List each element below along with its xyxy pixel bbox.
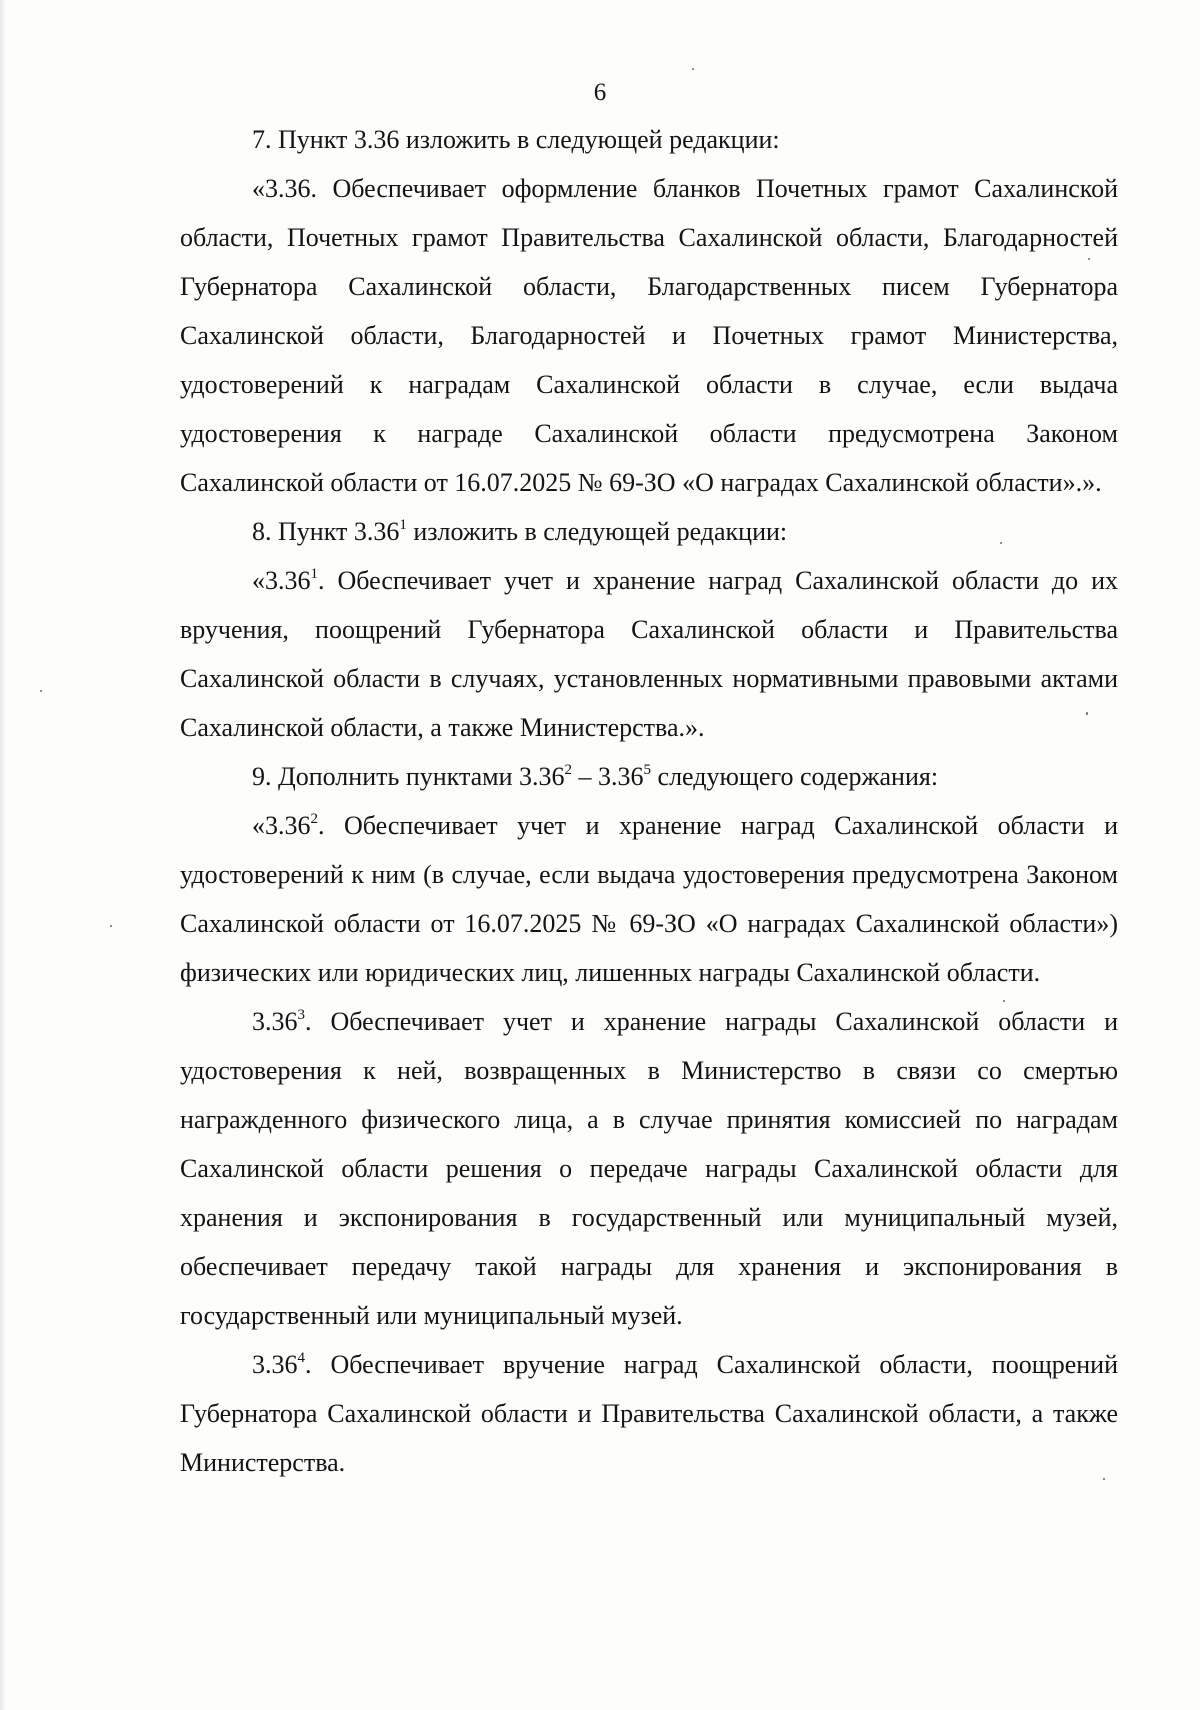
scan-speck bbox=[110, 925, 112, 927]
superscript: 1 bbox=[310, 566, 318, 582]
paragraph-item-3-36-1 bbox=[180, 556, 1118, 752]
paragraph-text: 3.36 bbox=[252, 1350, 298, 1379]
paragraph-text: 3.36 bbox=[252, 1007, 298, 1036]
superscript: 3 bbox=[297, 1007, 305, 1023]
scan-speck bbox=[1003, 1000, 1005, 1002]
paragraph-item-7 bbox=[180, 115, 1118, 164]
scan-speck bbox=[1000, 542, 1002, 544]
superscript: 1 bbox=[399, 517, 407, 533]
scan-speck bbox=[1086, 712, 1088, 715]
page-number: 6 bbox=[593, 79, 607, 106]
paragraph-item-8 bbox=[180, 507, 1118, 556]
paragraph-text: «3.36. Обеспечивает оформление бланков Почетных грамот Сахалинской области, Почетных грамот Правительства Сахалинской области, Благодарностей Губернатора Сахалинской области, Благодарственных писем Губернатора Сахалинской области, Благодарностей и Почетных грамот Министерства, удостоверений к наградам Сахалинской области в случае, если выдача удостоверения к награде Сахалинской области предусмотрена Законом Сахалинской области от 16.07.2025 № 69-ЗО «О наградах Сахалинской области».». bbox=[180, 174, 1118, 497]
paragraph-text: – 3.36 bbox=[572, 762, 644, 791]
paragraph-item-3-36-2 bbox=[180, 801, 1118, 997]
paragraph-item-9 bbox=[180, 752, 1118, 801]
document-body bbox=[180, 115, 1118, 1487]
scan-speck bbox=[1103, 1478, 1105, 1480]
superscript: 4 bbox=[297, 1350, 305, 1366]
paragraph-text: «3.36 bbox=[252, 566, 311, 595]
paragraph-item-3-36 bbox=[180, 164, 1118, 507]
paragraph-text: . Обеспечивает учет и хранение награды Сахалинской области и удостоверения к ней, возвращенных в Министерство в связи со смертью награжденного физического лица, а в случае принятия комиссией по наградам Сахалинской области решения о передаче награды Сахалинской области для хранения и экспонирования в государственный или муниципальный музей, обеспечивает передачу такой награды для хранения и экспонирования в государственный или муниципальный музей. bbox=[180, 1007, 1118, 1330]
paragraph-text: . Обеспечивает вручение наград Сахалинской области, поощрений Губернатора Сахалинской области и Правительства Сахалинской области, а также Министерства. bbox=[180, 1350, 1118, 1477]
scan-speck bbox=[40, 690, 42, 692]
paragraph-text: . Обеспечивает учет и хранение наград Сахалинской области и удостоверений к ним (в случае, если выдача удостоверения предусмотрена Законом Сахалинской области от 16.07.2025 № 69-ЗО «О наградах Сахалинской области») физических или юридических лиц, лишенных награды Сахалинской области. bbox=[180, 811, 1118, 987]
paragraph-item-3-36-4 bbox=[180, 1340, 1118, 1487]
paragraph-text: изложить в следующей редакции: bbox=[406, 517, 788, 546]
superscript: 2 bbox=[310, 811, 318, 827]
scan-speck bbox=[1088, 258, 1090, 260]
paragraph-text: 8. Пункт 3.36 bbox=[252, 517, 400, 546]
paragraph-item-3-36-3 bbox=[180, 997, 1118, 1340]
superscript: 5 bbox=[643, 762, 652, 778]
scan-edge-shadow bbox=[0, 0, 6, 1710]
paragraph-text: 9. Дополнить пунктами 3.36 bbox=[252, 762, 565, 791]
paragraph-text: . Обеспечивает учет и хранение наград Сахалинской области до их вручения, поощрений Губернатора Сахалинской области и Правительства Сахалинской области в случаях, установленных нормативными правовыми актами Сахалинской области, а также Министерства.». bbox=[180, 566, 1118, 742]
paragraph-text: 7. Пункт 3.36 изложить в следующей редакции: bbox=[252, 125, 780, 154]
paragraph-text: «3.36 bbox=[252, 811, 311, 840]
scan-speck bbox=[692, 68, 694, 70]
paragraph-text: следующего содержания: bbox=[651, 762, 939, 791]
superscript: 2 bbox=[564, 762, 573, 778]
